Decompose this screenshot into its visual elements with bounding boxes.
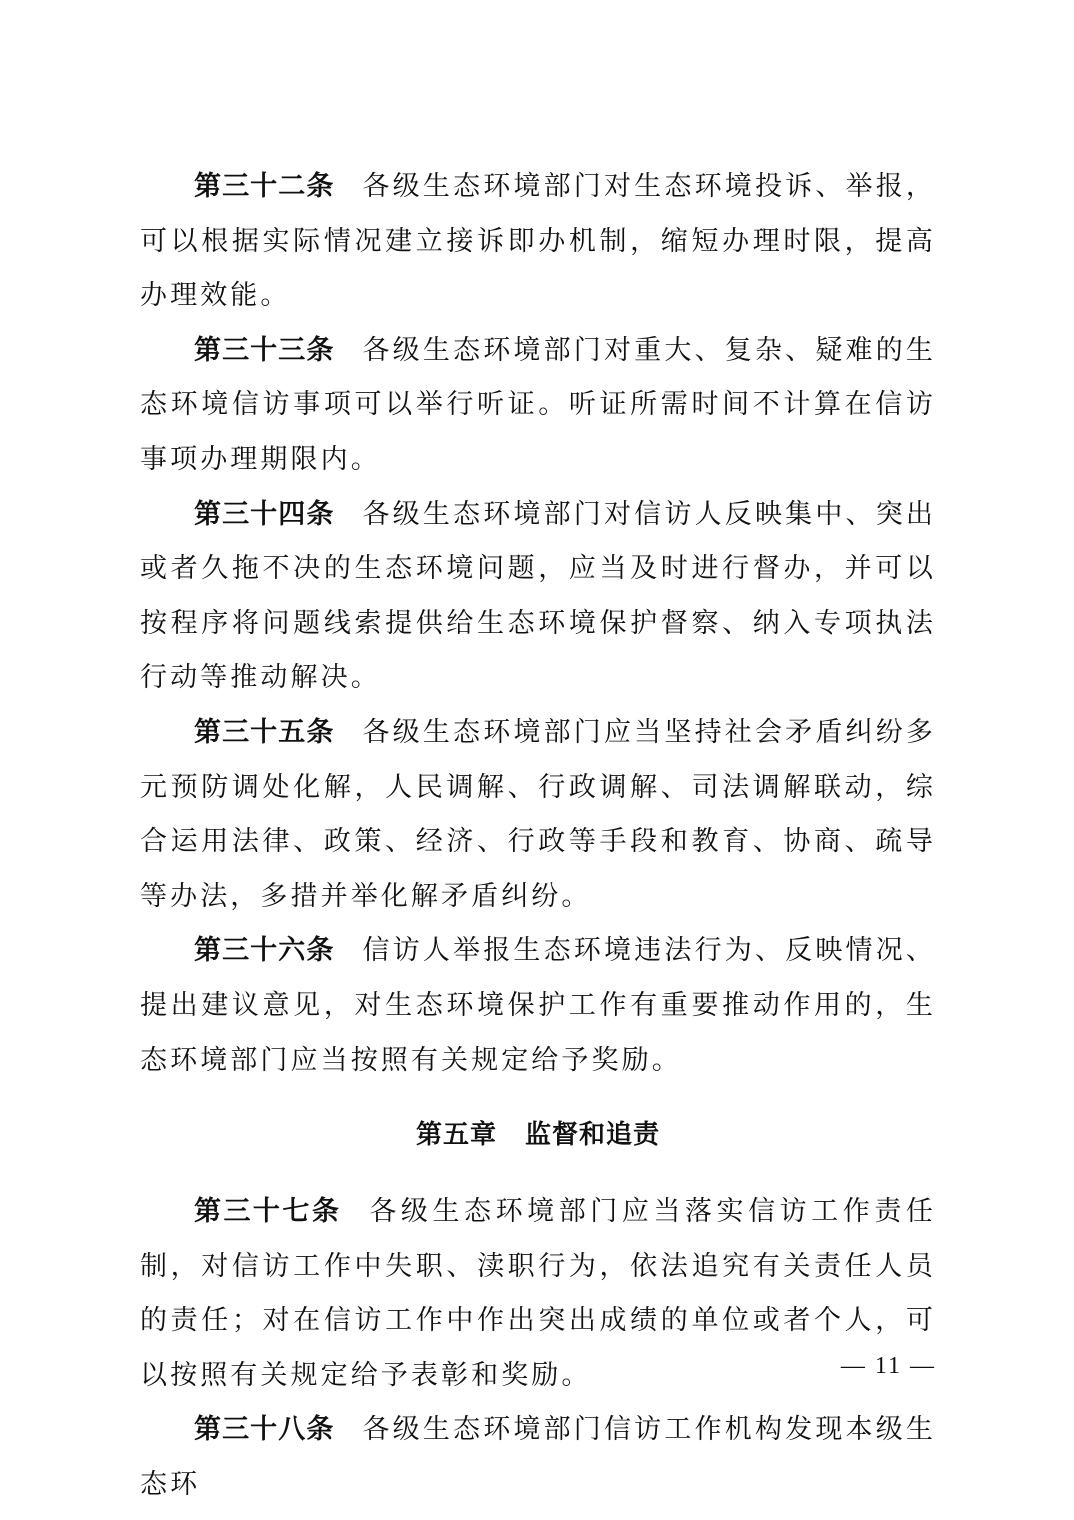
article-number: 第三十二条 — [194, 171, 335, 202]
article-text: 各级生态环境部门对生态环境投诉、举报，可以根据实际情况建立接诉即办机制，缩短办理时限，提高办理效能。 — [140, 171, 937, 312]
article-text: 各级生态环境部门对信访人反映集中、突出或者久拖不决的生态环境问题，应当及时进行督办，并可以按程序将问题线索提供给生态环境保护督察、纳入专项执法行动等推动解决。 — [140, 498, 937, 694]
chapter-number: 第五章 — [415, 1120, 497, 1151]
chapter-heading — [140, 1115, 936, 1155]
article-text: 各级生态环境部门应当落实信访工作责任制，对信访工作中失职、渎职行为，依法追究有关责任人员的责任；对在信访工作中作出突出成绩的单位或者个人，可以按照有关规定给予表彰和奖励。 — [140, 1196, 936, 1391]
article-number: 第三十八条 — [194, 1414, 335, 1446]
article-33 — [140, 324, 936, 488]
article-number: 第三十三条 — [194, 334, 335, 366]
article-number: 第三十七条 — [194, 1196, 342, 1228]
article-35 — [140, 706, 936, 924]
article-38 — [140, 1403, 936, 1512]
article-text: 信访人举报生态环境违法行为、反映情况、提出建议意见，对生态环境保护工作有重要推动作用的，生态环境部门应当按照有关规定给予奖励。 — [140, 935, 937, 1076]
article-number: 第三十五条 — [194, 716, 335, 748]
page-content — [140, 160, 936, 1513]
article-number: 第三十四条 — [194, 498, 335, 530]
article-37 — [140, 1185, 936, 1403]
article-text: 各级生态环境部门应当坚持社会矛盾纠纷多元预防调处化解，人民调解、行政调解、司法调解联动，综合运用法律、政策、经济、行政等手段和教育、协商、疏导等办法，多措并举化解矛盾纠纷。 — [140, 716, 937, 912]
chapter-title: 监督和追责 — [525, 1120, 661, 1151]
article-36 — [140, 924, 936, 1088]
article-text: 各级生态环境部门对重大、复杂、疑难的生态环境信访事项可以举行听证。听证所需时间不计算在信访事项办理期限内。 — [140, 334, 937, 475]
page-number: — 11 — — [840, 1353, 936, 1379]
article-32 — [140, 160, 936, 324]
article-text: 各级生态环境部门信访工作机构发现本级生态环 — [140, 1414, 937, 1501]
article-number: 第三十六条 — [194, 935, 335, 967]
article-34 — [140, 488, 936, 706]
